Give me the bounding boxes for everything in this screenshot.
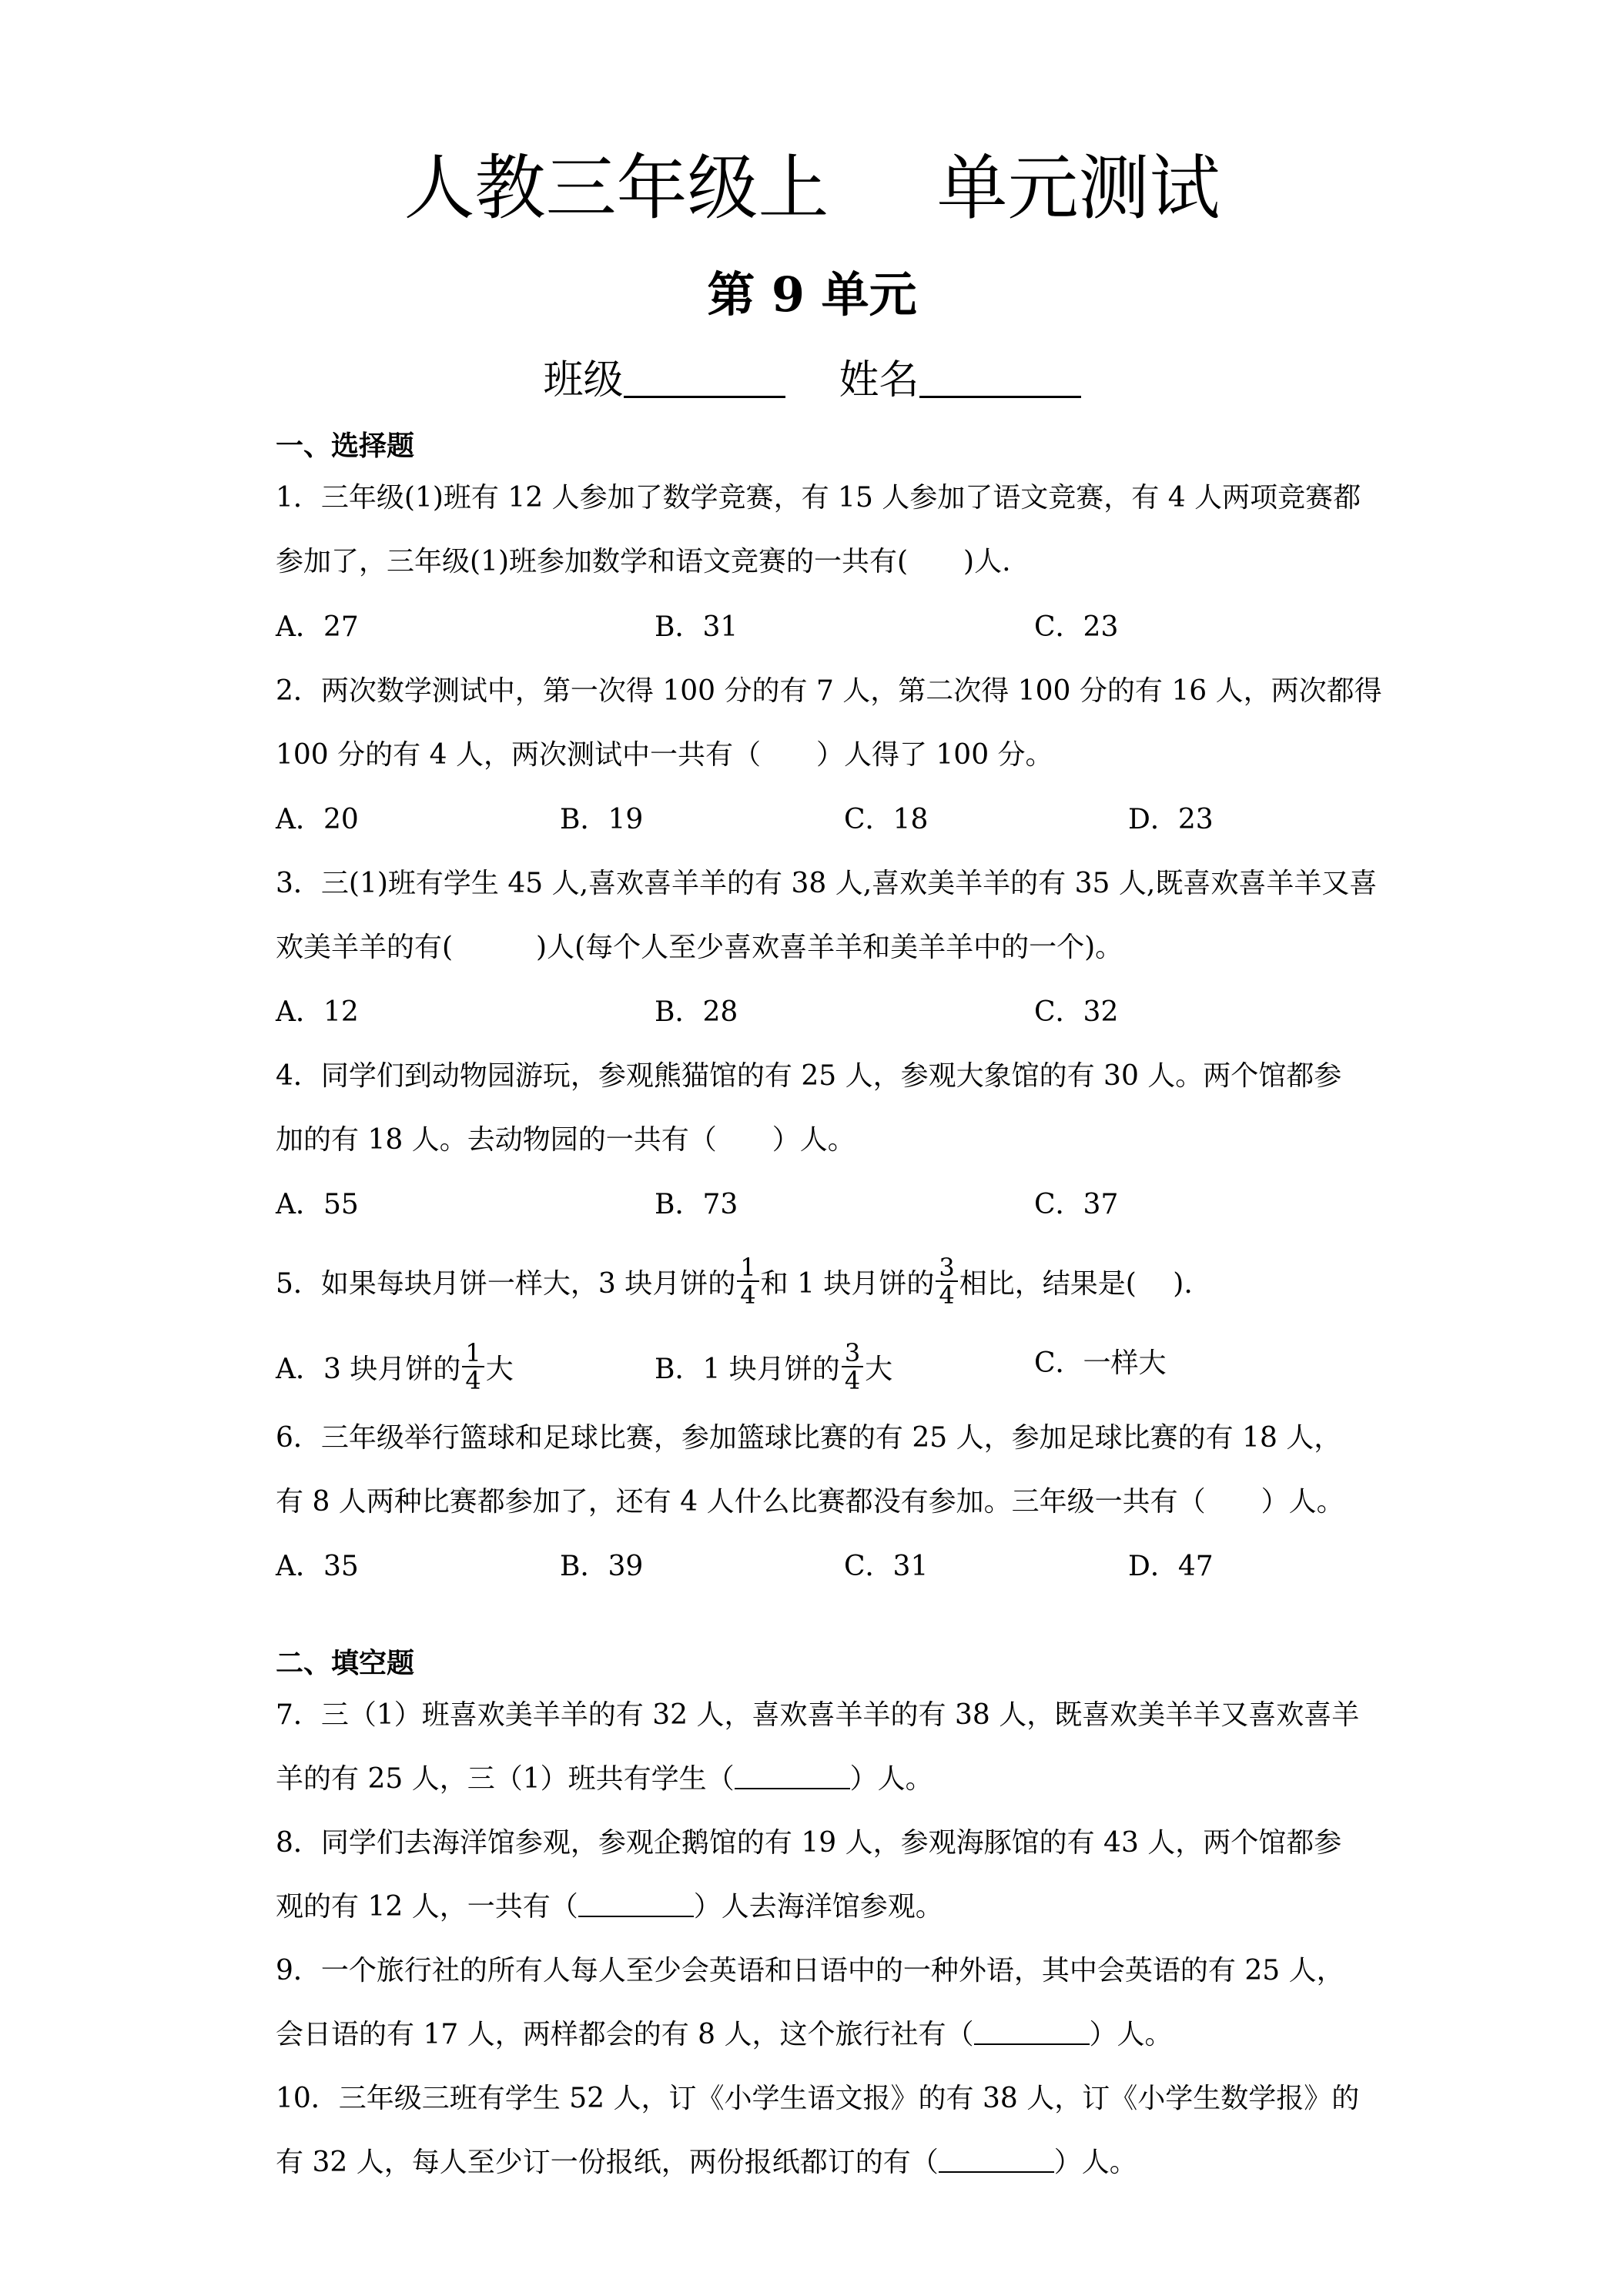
- q10-line1: 10．三年级三班有学生 52 人，订《小学生语文报》的有 38 人，订《小学生数学报》的: [276, 2083, 1360, 2114]
- title-grade: 人教三年级上: [403, 147, 829, 229]
- q8-line1: 8．同学们去海洋馆参观，参观企鹅馆的有 19 人，参观海豚馆的有 43 人，两个馆都参: [276, 1827, 1342, 1859]
- q2-option-a[interactable]: A．20: [276, 804, 359, 835]
- class-blank[interactable]: [624, 353, 785, 398]
- q8-line2: [276, 1888, 943, 1926]
- q3-line1: 3．三(1)班有学生 45 人,喜欢喜羊羊的有 38 人,喜欢美羊羊的有 35 人,既喜欢喜羊羊又喜: [276, 868, 1378, 899]
- q4-option-c[interactable]: C．37: [1034, 1189, 1119, 1220]
- q5-text1: 5．如果每块月饼一样大，3 块月饼的: [276, 1268, 736, 1300]
- q9-line2: [276, 2016, 1173, 2054]
- q4-line2: 加的有 18 人。去动物园的一共有（ ）人。: [276, 1124, 856, 1156]
- q5-option-b-text: B．1 块月饼的: [655, 1354, 840, 1385]
- q1-option-c[interactable]: C．23: [1034, 611, 1119, 643]
- q7-line2: [276, 1760, 933, 1799]
- q5-option-b-den: 4: [844, 1366, 861, 1395]
- name-label: 姓名: [839, 357, 919, 403]
- q5-option-b-num: 3: [842, 1340, 863, 1367]
- q9-line2-pre: 会日语的有 17 人，两样都会的有 8 人，这个旅行社有（: [276, 2019, 974, 2050]
- q2-option-d[interactable]: D．23: [1128, 804, 1214, 835]
- q5-option-b[interactable]: [655, 1338, 893, 1398]
- q5-option-a-fraction: [462, 1340, 484, 1394]
- q5-option-b-tail: 大: [865, 1354, 893, 1385]
- q10-line2-post: ）人。: [1053, 2147, 1137, 2178]
- section-fill-title: 二、填空题: [276, 1647, 415, 1679]
- q6-option-d[interactable]: D．47: [1128, 1551, 1214, 1582]
- q3-option-c[interactable]: C．32: [1034, 996, 1119, 1028]
- q8-line2-post: ）人去海洋馆参观。: [693, 1891, 943, 1923]
- q3-line2: 欢美羊羊的有( )人(每个人至少喜欢喜羊羊和美羊羊中的一个)。: [276, 932, 1123, 963]
- q5-fraction-2-den: 4: [939, 1280, 955, 1310]
- q7-line2-pre: 羊的有 25 人，三（1）班共有学生（: [276, 1763, 735, 1795]
- q9-line1: 9．一个旅行社的所有人每人至少会英语和日语中的一种外语，其中会英语的有 25 人，: [276, 1955, 1344, 1986]
- q5-line: [276, 1253, 1193, 1313]
- q6-line2: 有 8 人两种比赛都参加了，还有 4 人什么比赛都没有参加。三年级一共有（ ）人。: [276, 1486, 1344, 1518]
- q8-answer-blank[interactable]: [578, 1889, 694, 1917]
- q5-fraction-1: [737, 1254, 758, 1308]
- class-label: 班级: [543, 357, 624, 403]
- section-choice-title: 一、选择题: [276, 430, 415, 462]
- title-test: 单元测试: [936, 147, 1221, 229]
- q1-option-b[interactable]: B．31: [655, 611, 738, 643]
- q6-option-a[interactable]: A．35: [276, 1551, 359, 1582]
- q5-fraction-2: [936, 1254, 957, 1308]
- q5-fraction-2-num: 3: [936, 1254, 957, 1282]
- q5-option-a-num: 1: [462, 1340, 484, 1367]
- q1-line2: 参加了，三年级(1)班参加数学和语文竞赛的一共有( )人.: [276, 546, 1011, 577]
- q10-line2: [276, 2144, 1137, 2182]
- q10-line2-pre: 有 32 人，每人至少订一份报纸，两份报纸都订的有（: [276, 2147, 939, 2178]
- q10-answer-blank[interactable]: [939, 2145, 1054, 2173]
- q5-text3: 相比，结果是( ).: [959, 1268, 1193, 1300]
- q6-line1: 6．三年级举行篮球和足球比赛，参加篮球比赛的有 25 人，参加足球比赛的有 18 人，: [276, 1422, 1342, 1454]
- q3-option-a[interactable]: A．12: [276, 996, 359, 1028]
- q5-option-a-den: 4: [465, 1366, 481, 1395]
- q7-line2-post: ）人。: [849, 1763, 933, 1795]
- q5-option-c[interactable]: C．一样大: [1034, 1347, 1167, 1379]
- q1-line1: 1．三年级(1)班有 12 人参加了数学竞赛，有 15 人参加了语文竞赛，有 4 人两项竞赛都: [276, 482, 1361, 514]
- q2-option-b[interactable]: B．19: [560, 804, 644, 835]
- q4-line1: 4．同学们到动物园游玩，参观熊猫馆的有 25 人，参观大象馆的有 30 人。两个馆都参: [276, 1060, 1342, 1092]
- q2-line2: 100 分的有 4 人，两次测试中一共有（ ）人得了 100 分。: [276, 739, 1053, 771]
- q5-option-b-fraction: [842, 1340, 863, 1394]
- q5-option-a-tail: 大: [485, 1354, 514, 1385]
- unit-label: 第 9 单元: [707, 266, 917, 323]
- student-info: [0, 353, 1624, 407]
- q5-fraction-1-den: 4: [740, 1280, 756, 1310]
- q4-option-b[interactable]: B．73: [655, 1189, 738, 1220]
- q5-option-a[interactable]: [276, 1338, 514, 1398]
- q6-option-b[interactable]: B．39: [560, 1551, 644, 1582]
- q7-line1: 7．三（1）班喜欢美羊羊的有 32 人，喜欢喜羊羊的有 38 人，既喜欢美羊羊又喜欢喜羊: [276, 1699, 1360, 1731]
- q5-text2: 和 1 块月饼的: [760, 1268, 935, 1300]
- q2-option-c[interactable]: C．18: [844, 804, 929, 835]
- q1-option-a[interactable]: A．27: [276, 611, 359, 643]
- q5-option-a-text: A．3 块月饼的: [276, 1354, 461, 1385]
- q7-answer-blank[interactable]: [735, 1762, 850, 1789]
- q5-fraction-1-num: 1: [737, 1254, 758, 1282]
- q4-option-a[interactable]: A．55: [276, 1189, 359, 1220]
- name-blank[interactable]: [919, 353, 1081, 398]
- q2-line1: 2．两次数学测试中，第一次得 100 分的有 7 人，第二次得 100 分的有 16 人，两次都得: [276, 675, 1382, 707]
- q3-option-b[interactable]: B．28: [655, 996, 738, 1028]
- q6-option-c[interactable]: C．31: [844, 1551, 929, 1582]
- q9-answer-blank[interactable]: [974, 2017, 1090, 2045]
- page-title: [0, 146, 1624, 231]
- q8-line2-pre: 观的有 12 人，一共有（: [276, 1891, 578, 1923]
- q9-line2-post: ）人。: [1089, 2019, 1173, 2050]
